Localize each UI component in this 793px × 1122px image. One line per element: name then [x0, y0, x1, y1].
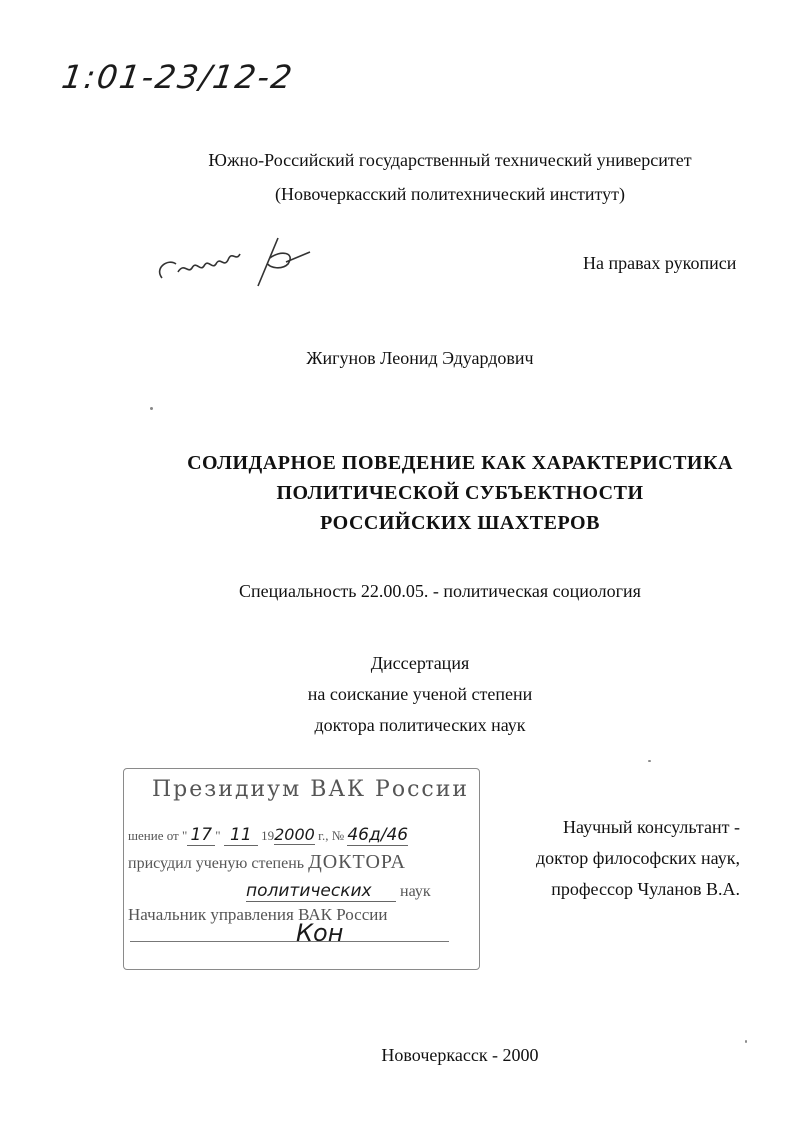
scan-speck [150, 407, 153, 410]
stamp-day: 17 [187, 825, 215, 846]
stamp-month: 11 [224, 825, 258, 846]
stamp-degree-prefix: присудил ученую степень [128, 855, 305, 872]
stamp-header: Президиум ВАК России [152, 777, 470, 802]
manuscript-rights: На правах рукописи [583, 253, 737, 273]
stamp-field: политических [246, 881, 396, 902]
degree-line: Диссертация [370, 653, 470, 673]
stamp-chief: Начальник управления ВАК России [128, 905, 388, 924]
stamp-degree: ДОКТОРА [308, 851, 406, 873]
stamp-decision-prefix: шение от [128, 828, 179, 843]
stamp-decision-line: шение от " 17 " 11 192000 г., № 46д/46 [128, 825, 409, 845]
title-line: РОССИЙСКИХ ШАХТЕРОВ [320, 512, 600, 534]
stamp-signature: Кон [296, 919, 344, 947]
degree-line: на соискание ученой степени [307, 684, 533, 704]
institute-name: (Новочеркасский политехнический институт) [274, 184, 626, 204]
stamp-degree-line [128, 851, 406, 874]
title-line: ПОЛИТИЧЕСКОЙ СУБЪЕКТНОСТИ [276, 482, 644, 504]
stamp-field-suffix: наук [400, 883, 431, 900]
university-name: Южно-Российский государственный технический университет [208, 150, 692, 170]
stamp-field-line [128, 881, 431, 902]
title-line: СОЛИДАРНОЕ ПОВЕДЕНИЕ КАК ХАРАКТЕРИСТИКА [187, 452, 733, 474]
consultant-line: Научный консультант - [563, 817, 740, 837]
scientific-consultant [500, 812, 740, 905]
author-name: Жигунов Леонид Эдуардович [306, 348, 534, 368]
dissertation-degree [140, 648, 700, 741]
consultant-line: доктор философских наук, [536, 848, 740, 868]
handwritten-signature-mark [150, 228, 320, 298]
consultant-line: профессор Чуланов В.А. [551, 879, 740, 899]
vak-stamp [123, 768, 480, 970]
city-year: Новочеркасск - 2000 [381, 1045, 539, 1065]
stamp-year-prefix: 19 [261, 828, 275, 843]
catalog-number: 1:01-23/12-2 [59, 58, 297, 96]
stamp-year-suffix: г., № [318, 828, 345, 843]
stamp-divider [130, 941, 449, 942]
dissertation-title [110, 448, 793, 538]
stamp-number: 46д/46 [347, 825, 409, 845]
scan-speck [745, 1040, 747, 1043]
degree-line: доктора политических наук [314, 715, 526, 735]
specialty: Специальность 22.00.05. - политическая социология [239, 581, 641, 601]
stamp-year: 2000 [274, 825, 315, 844]
scan-speck [648, 760, 651, 762]
